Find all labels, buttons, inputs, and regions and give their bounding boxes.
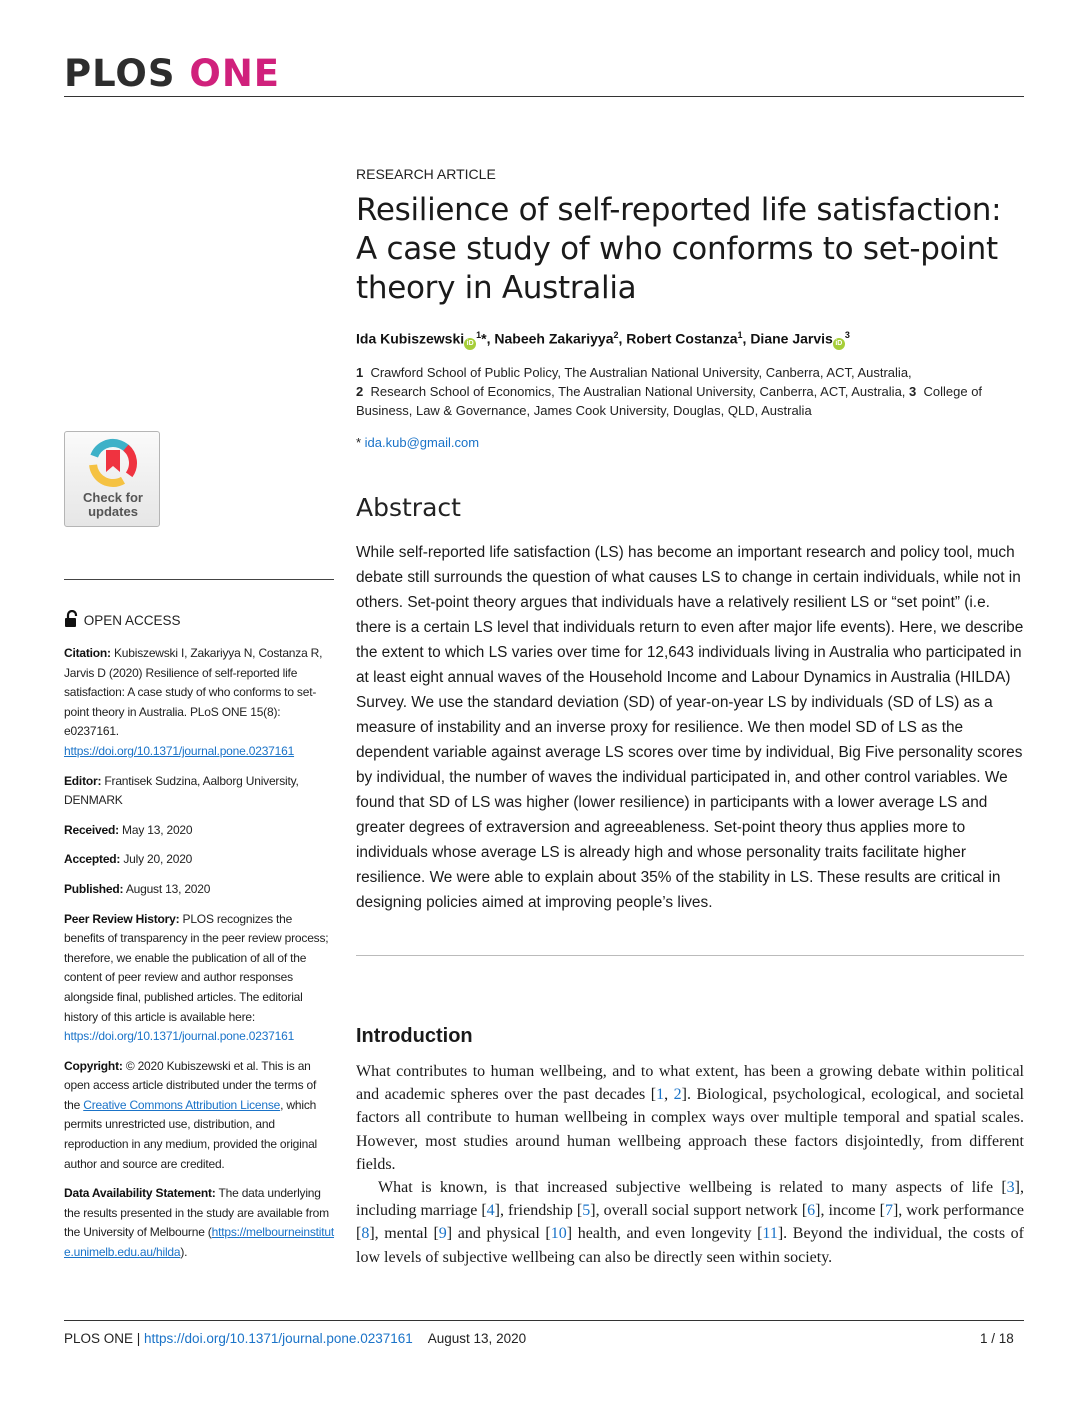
citation-link[interactable]: 4 [486, 1202, 495, 1220]
affil-number: 2 [356, 384, 364, 399]
footer-date: August 13, 2020 [427, 1331, 527, 1346]
page-footer: PLOS ONE | https://doi.org/10.1371/journal.pone.0237161 August 13, 2020 [64, 1331, 527, 1346]
affiliations [356, 363, 1026, 420]
introduction-body [356, 1060, 1024, 1269]
corresponding-mark: * [481, 330, 487, 347]
citation-doi-link[interactable]: https://doi.org/10.1371/journal.pone.0237161 [64, 743, 295, 758]
orcid-icon[interactable]: iD [833, 338, 845, 350]
intro-paragraph-1: What contributes to human wellbeing, and to what extent, has been a growing debate within political and academic spheres over the past decades [1, 2]. Biological, psychological, ecological, and societal factors all contribute to human wellbeing in complex ways over multiple temporal and spatial scales. However, most studies around human wellbeing approach these factors disjointedly, from different fields. [356, 1063, 1025, 1173]
article-title: Resilience of self-reported life satisfaction: A case study of who conforms to set-point theory in Australia [356, 192, 1002, 306]
citation-link[interactable]: 11 [762, 1225, 778, 1243]
affil-text: Research School of Economics, The Australian National University, Canberra, ACT, Australia, [370, 384, 906, 399]
peer-review-block: Peer Review History: PLOS recognizes the benefits of transparency in the peer review process; therefore, we enable the publication of all of the content of peer review and author responses alongside final, published articles. The editorial history of this article is available here: https://doi.org/10.1371/journal.pone.0237161 [64, 911, 329, 1044]
accepted-block: Accepted: July 20, 2020 [64, 852, 193, 867]
editor-block: Editor: Frantisek Sudzina, Aalborg University, DENMARK [64, 773, 299, 808]
citation-link[interactable]: 7 [884, 1202, 893, 1220]
open-lock-icon [64, 610, 80, 628]
citation-link[interactable]: 3 [1006, 1179, 1015, 1197]
open-access-label: OPEN ACCESS [64, 610, 181, 628]
received-block: Received: May 13, 2020 [64, 822, 193, 837]
citation-link[interactable]: 2 [673, 1086, 682, 1104]
badge-label: Check for updates [83, 490, 143, 519]
intro-paragraph-2: What is known, is that increased subjective wellbeing is related to many aspects of life [3], including marriage [4], friendship [5], overall social support network [6], income [7], work performance [8], mental [9] and physical [10] health, and even longevity [11]. Beyond the individual, the costs of low levels of subjective wellbeing can also be directly seen within society. [356, 1179, 1025, 1266]
affil-number: 3 [909, 384, 917, 399]
email-link[interactable]: ida.kub@gmail.com [364, 435, 480, 450]
author-name[interactable]: Diane Jarvis [750, 330, 833, 347]
journal-logo [64, 52, 280, 95]
logo-plos: PLOS [64, 52, 176, 95]
introduction-heading: Introduction [356, 1025, 473, 1047]
corresponding-email [356, 435, 479, 450]
citation-link[interactable]: 5 [582, 1202, 591, 1220]
citation-link[interactable]: 6 [807, 1202, 816, 1220]
logo-one: ONE [189, 52, 281, 95]
copyright-block: Copyright: © 2020 Kubiszewski et al. This is an open access article distributed under the terms of the Creative Commons Attribution License, which permits unrestricted use, distribution, and reproduction in any medium, provided the original author and source are credited. [64, 1058, 318, 1171]
author-affil-sup: 1 [476, 330, 482, 340]
data-link[interactable]: https://melbourneinstitute.unimelb.edu.au/hilda [64, 1225, 335, 1260]
author-name[interactable]: Nabeeh Zakariyya [494, 330, 614, 347]
license-link[interactable]: Creative Commons Attribution License [83, 1097, 281, 1112]
abstract-divider [356, 955, 1024, 956]
check-for-updates-badge[interactable] [64, 431, 160, 527]
citation-link[interactable]: 9 [438, 1225, 447, 1243]
citation-link[interactable]: 8 [361, 1225, 370, 1243]
page-number: 1 / 18 [980, 1331, 1014, 1346]
author-name[interactable]: Robert Costanza [626, 330, 738, 347]
article-type: RESEARCH ARTICLE [356, 166, 496, 182]
data-availability-block: Data Availability Statement: The data underlying the results presented in the study are available from the University of Melbourne (https://melbourneinstitute.unimelb.edu.au/hilda). [64, 1186, 335, 1260]
abstract-heading: Abstract [356, 493, 461, 522]
affil-text: College of Business, Law & Governance, James Cook University, Douglas, QLD, Australia [356, 384, 983, 418]
published-block: Published: August 13, 2020 [64, 881, 211, 896]
header-divider [64, 96, 1024, 97]
crossmark-icon [88, 438, 138, 488]
citation-block: Citation: Kubiszewski I, Zakariyya N, Costanza R, Jarvis D (2020) Resilience of self-reported life satisfaction: A case study of who conforms to set-point theory in Australia. PLoS ONE 15(8): e0237161. https://doi.org/10.1371/journal.pone.0237161 [64, 646, 323, 758]
email-prefix: * [356, 435, 365, 450]
footer-doi-link[interactable]: https://doi.org/10.1371/journal.pone.0237161 [144, 1331, 413, 1346]
citation-link[interactable]: 1 [656, 1086, 665, 1104]
author-affil-sup: 1 [737, 330, 743, 340]
author-affil-sup: 2 [613, 330, 619, 340]
author-list: Ida Kubiszewski $iD^1*$, Nabeeh Zakariyya$^2$, Robert Costanza$^1$, Diane Jarvis $iD^3$ [356, 330, 850, 350]
affil-number: 1 [356, 365, 364, 380]
author-name[interactable]: Ida Kubiszewski [356, 330, 465, 347]
article-metadata-sidebar [64, 644, 334, 1273]
sidebar-divider [64, 579, 334, 580]
citation-link[interactable]: 10 [550, 1225, 567, 1243]
peer-review-link[interactable]: https://doi.org/10.1371/journal.pone.0237161 [64, 1029, 295, 1044]
orcid-icon[interactable]: iD [464, 338, 476, 350]
affil-text: Crawford School of Public Policy, The Australian National University, Canberra, ACT, Australia, [370, 365, 912, 380]
abstract-text: While self-reported life satisfaction (LS) has become an important research and policy tool, much debate still surrounds the question of what causes LS to change in certain individuals, while not in others. Set-point theory argues that individuals have a relatively resilient LS or “set point” (i.e. there is a certain LS level that individuals return to even after major life events). Here, we describe the extent to which LS varies over time for 12,643 individuals living in Australia who participated in at least eight annual waves of the Household Income and Labour Dynamics in Australia (HILDA) Survey. We use the standard deviation (SD) of year-on-year LS by individuals (SD of LS) as a measure of instability and an inverse proxy for resilience. We then model SD of LS as the dependent variable against average LS scores over time by individual, Big Five personality scores by individual, the number of waves the individual participated in, and other control variables. We found that SD of LS was higher (lower resilience) in participants with a lower average LS and greater degrees of extraversion and agreeableness. Set-point theory thus applies more to individuals whose average LS is already high and whose personality traits facilitate higher resilience. We were able to explain about 35% of the stability in LS. These results are critical in designing policies aimed at improving people’s lives. [356, 544, 1024, 911]
author-affil-sup: 3 [844, 330, 850, 340]
footer-divider [64, 1320, 1024, 1321]
